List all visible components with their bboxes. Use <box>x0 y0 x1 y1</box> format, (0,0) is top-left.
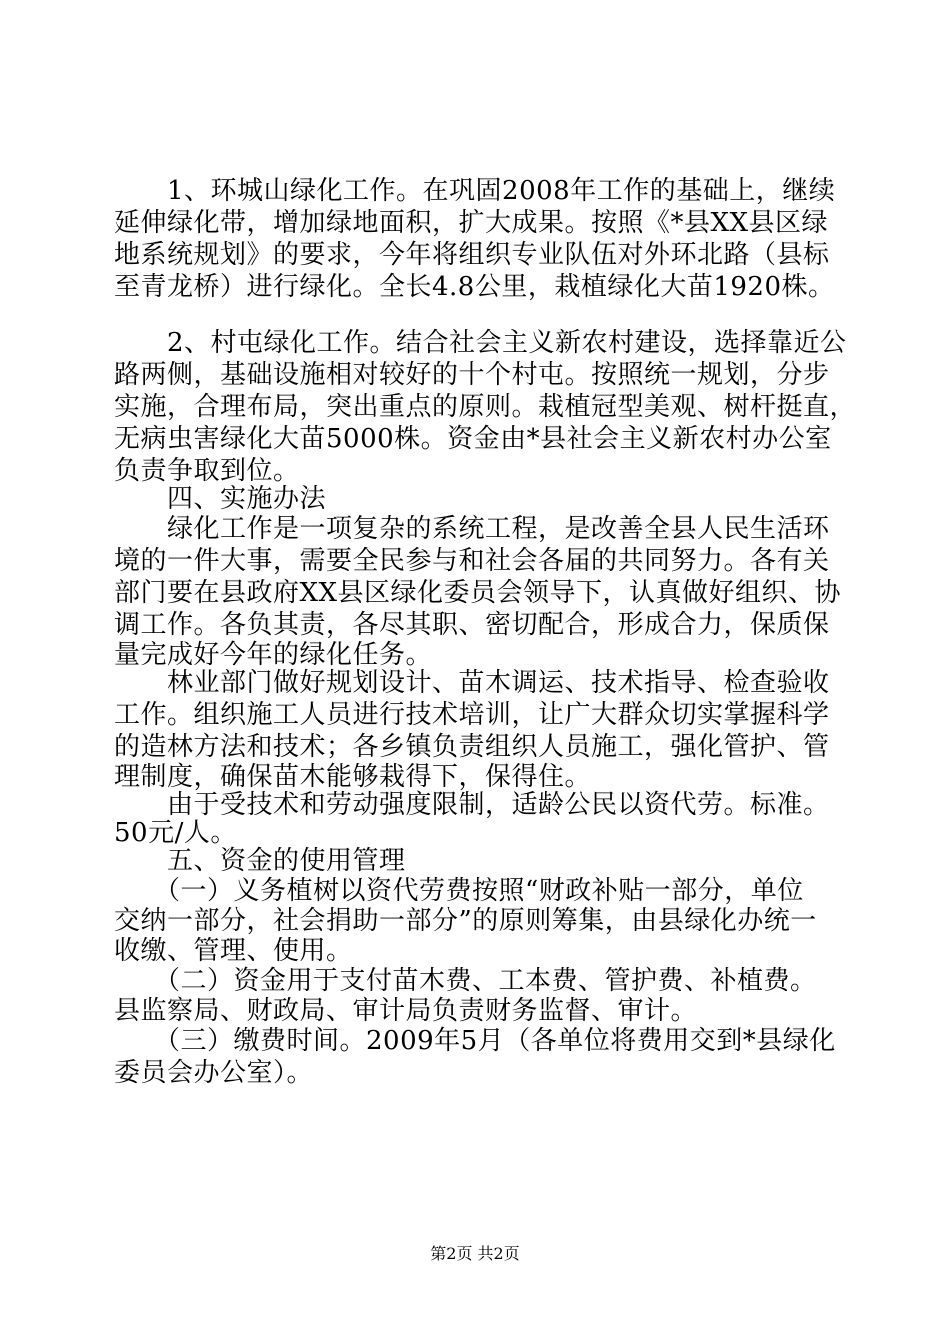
paragraph-3-line-1: 绿化工作是一项复杂的系统工程，是改善全县人民生活环 <box>114 514 830 544</box>
paragraph-5-line-1: 由于受技术和劳动强度限制，适龄公民以资代劳。标准。 <box>114 790 830 820</box>
page-number-footer: 第2页 共2页 <box>430 1244 520 1263</box>
paragraph-3-line-3: 部门要在县政府XX县区绿化委员会领导下，认真做好组织、协 <box>114 578 842 608</box>
paragraph-2-line-4: 无病虫害绿化大苗5000株。资金由*县社会主义新农村办公室 <box>114 424 832 454</box>
paragraph-4-line-3: 的造林方法和技术；各乡镇负责组织人员施工，强化管护、管 <box>114 732 830 762</box>
paragraph-1-line-3: 地系统规划》的要求，今年将组织专业队伍对外环北路（县标 <box>114 240 830 270</box>
paragraph-6-line-3: 收缴、管理、使用。 <box>114 936 353 966</box>
paragraph-4-line-2: 工作。组织施工人员进行技术培训，让广大群众切实掌握科学 <box>114 700 830 730</box>
paragraph-7-line-2: 县监察局、财政局、审计局负责财务监督、审计。 <box>114 996 698 1026</box>
paragraph-6-line-1: （一）义务植树以资代劳费按照“财政补贴一部分，单位 <box>114 876 804 906</box>
paragraph-2-line-1: 2、村屯绿化工作。结合社会主义新农村建设，选择靠近公 <box>114 328 847 358</box>
paragraph-4-line-1: 林业部门做好规划设计、苗木调运、技术指导、检查验收 <box>114 668 830 698</box>
paragraph-1-line-2: 延伸绿化带，增加绿地面积，扩大成果。按照《*县XX县区绿 <box>114 208 829 238</box>
paragraph-3-line-4: 调工作。各负其责，各尽其职、密切配合，形成合力，保质保 <box>114 610 830 640</box>
paragraph-3-line-2: 境的一件大事，需要全民参与和社会各届的共同努力。各有关 <box>114 546 830 576</box>
paragraph-2-line-3: 实施，合理布局，突出重点的原则。栽植冠型美观、树杆挺直， <box>114 392 857 422</box>
paragraph-6-line-2: 交纳一部分，社会捐助一部分”的原则筹集，由县绿化办统一 <box>114 906 817 936</box>
paragraph-8-line-2: 委员会办公室）。 <box>114 1058 314 1088</box>
paragraph-4-line-4: 理制度，确保苗木能够栽得下，保得住。 <box>114 762 592 792</box>
paragraph-1-line-4: 至青龙桥）进行绿化。全长4.8公里，栽植绿化大苗1920株。 <box>114 272 835 302</box>
paragraph-1-line-1: 1、环城山绿化工作。在巩固2008年工作的基础上，继续 <box>114 176 836 206</box>
paragraph-3-line-5: 量完成好今年的绿化任务。 <box>114 640 433 670</box>
paragraph-7-line-1: （二）资金用于支付苗木费、工本费、管护费、补植费。 <box>114 966 817 996</box>
section-heading-5: 五、资金的使用管理 <box>114 846 406 876</box>
paragraph-5-line-2: 50元/人。 <box>114 818 237 848</box>
paragraph-2-line-2: 路两侧，基础设施相对较好的十个村屯。按照统一规划，分步 <box>114 360 830 390</box>
paragraph-8-line-1: （三）缴费时间。2009年5月（各单位将费用交到*县绿化 <box>114 1026 836 1056</box>
paragraph-2-line-5: 负责争取到位。 <box>114 456 300 486</box>
section-heading-4: 四、实施办法 <box>114 484 327 514</box>
